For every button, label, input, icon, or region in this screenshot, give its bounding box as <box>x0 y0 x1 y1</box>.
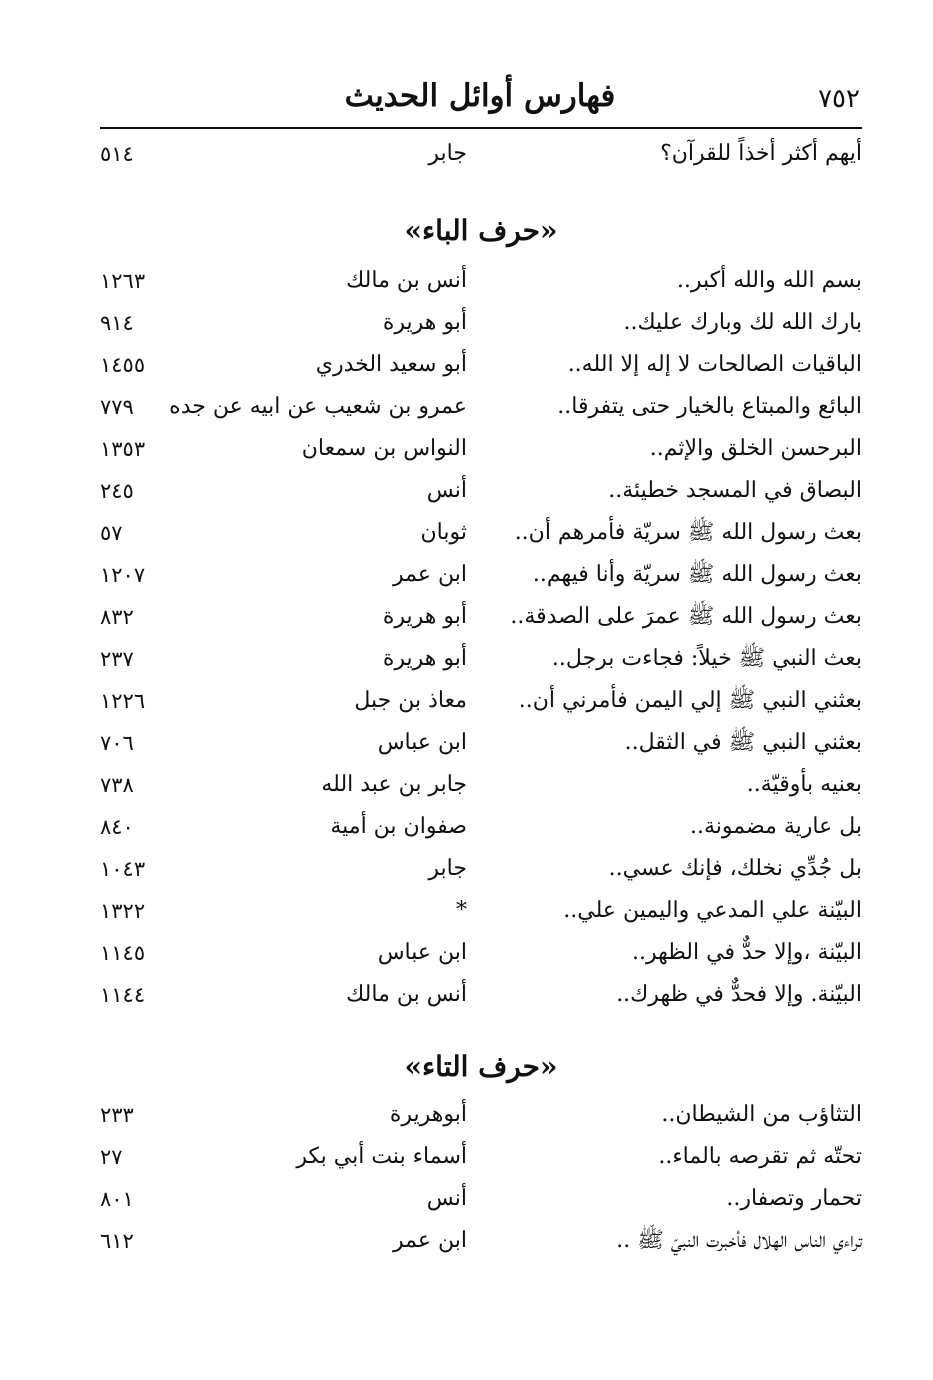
index-entry <box>100 345 862 385</box>
index-entry <box>100 513 862 553</box>
narrator: أنس بن مالك <box>346 982 467 1007</box>
hadith-opening: الباقيات الصالحات لا إله إلا الله.. <box>567 352 862 377</box>
narrator: أبو هريرة <box>382 646 467 671</box>
narrator: ثوبان <box>420 520 467 545</box>
page-number: ٧٥٢ <box>818 84 860 114</box>
narrator: جابر <box>428 141 467 166</box>
index-entry <box>100 471 862 511</box>
hadith-opening: بسم الله والله أكبر.. <box>676 268 862 293</box>
index-entry <box>100 681 862 721</box>
page-header <box>100 74 860 126</box>
hadith-opening: بعنيه بأوقيّة.. <box>746 772 862 797</box>
hadith-opening: بعث رسول الله ﷺ سريّة وأنا فيهم.. <box>532 562 862 587</box>
hadith-number: ٥١٤ <box>100 142 134 166</box>
narrator: ابن عباس <box>377 730 467 755</box>
hadith-number: ٦١٢ <box>100 1229 134 1253</box>
narrator: أنس <box>426 1186 467 1211</box>
narrator: ابن عمر <box>393 562 467 587</box>
hadith-number: ١٢٦٣ <box>100 269 146 293</box>
hadith-opening: البيّنة ،وإلا حدٌّ في الظهر.. <box>631 940 862 965</box>
hadith-number: ٩١٤ <box>100 311 134 335</box>
hadith-opening: البيّنة. وإلا فحدٌّ في ظهرك.. <box>616 982 862 1007</box>
narrator: أبوهريرة <box>389 1102 467 1127</box>
narrator: عمرو بن شعيب عن ابيه عن جده <box>169 394 467 419</box>
hadith-opening: بعثني النبي ﷺ إلي اليمن فأمرني أن.. <box>518 688 862 713</box>
index-entry <box>100 849 862 889</box>
index-entry <box>100 765 862 805</box>
narrator: أبو سعيد الخدري <box>315 352 467 377</box>
index-entry <box>100 1221 862 1261</box>
hadith-number: ٨٤٠ <box>100 815 134 839</box>
hadith-number: ٧٣٨ <box>100 773 134 797</box>
hadith-number: ٥٧ <box>100 521 123 545</box>
hadith-opening: بعث رسول الله ﷺ سريّة فأمرهم أن.. <box>514 520 862 545</box>
hadith-opening: تراءي الناس الهلال فأخبرت النبيّ ﷺ .. <box>616 1228 862 1253</box>
narrator: النواس بن سمعان <box>301 436 467 461</box>
narrator: صفوان بن أمية <box>330 814 467 839</box>
hadith-number: ١١٤٤ <box>100 983 146 1007</box>
hadith-number: ١٢٠٧ <box>100 563 146 587</box>
narrator: معاذ بن جبل <box>354 688 467 713</box>
hadith-number: ١٤٥٥ <box>100 353 146 377</box>
hadith-opening: تحمار وتصفار.. <box>726 1186 862 1211</box>
index-entry <box>100 387 862 427</box>
index-entry <box>100 134 862 174</box>
hadith-number: ٢٧ <box>100 1145 123 1169</box>
hadith-opening: بعث رسول الله ﷺ عمرَ على الصدقة.. <box>510 604 862 629</box>
index-entry <box>100 975 862 1015</box>
hadith-number: ١٣٢٢ <box>100 899 146 923</box>
narrator: جابر <box>428 856 467 881</box>
index-entry <box>100 639 862 679</box>
hadith-opening: بعث النبي ﷺ خيلاً: فجاءت برجل.. <box>551 646 862 671</box>
narrator: * <box>456 898 467 923</box>
index-entry <box>100 1137 862 1177</box>
hadith-opening: بارك الله لك وبارك عليك.. <box>623 310 862 335</box>
section-title-ba: «حرف الباء» <box>404 214 558 247</box>
hadith-number: ٨٣٢ <box>100 605 134 629</box>
index-entry <box>100 555 862 595</box>
hadith-opening: التثاؤب من الشيطان.. <box>661 1102 862 1127</box>
index-entry <box>100 597 862 637</box>
hadith-opening: بل جُدِّي نخلك، فإنك عسي.. <box>608 856 862 881</box>
hadith-number: ٢٣٧ <box>100 647 134 671</box>
narrator: أبو هريرة <box>382 310 467 335</box>
index-entry <box>100 807 862 847</box>
hadith-opening: البائع والمبتاع بالخيار حتى يتفرقا.. <box>557 394 862 419</box>
index-entry <box>100 1179 862 1219</box>
hadith-opening: البصاق في المسجد خطيئة.. <box>608 478 862 503</box>
narrator: أسماء بنت أبي بكر <box>296 1144 467 1169</box>
index-entry <box>100 429 862 469</box>
hadith-number: ٧٠٦ <box>100 731 134 755</box>
running-title: فهارس أوائل الحديث <box>344 78 616 114</box>
hadith-number: ٨٠١ <box>100 1187 134 1211</box>
narrator: ابن عمر <box>393 1228 467 1253</box>
index-entry <box>100 933 862 973</box>
index-entry <box>100 303 862 343</box>
header-rule <box>100 127 862 129</box>
hadith-number: ١٣٥٣ <box>100 437 146 461</box>
index-entry <box>100 1095 862 1135</box>
hadith-number: ٧٧٩ <box>100 395 134 419</box>
narrator: ابن عباس <box>377 940 467 965</box>
narrator: جابر بن عبد الله <box>321 772 467 797</box>
hadith-number: ٢٣٣ <box>100 1103 134 1127</box>
hadith-number: ٢٤٥ <box>100 479 134 503</box>
hadith-opening: بل عارية مضمونة.. <box>690 814 862 839</box>
hadith-opening: أيهم أكثر أخذاً للقرآن؟ <box>660 141 862 166</box>
narrator: أنس <box>426 478 467 503</box>
hadith-number: ١٢٢٦ <box>100 689 146 713</box>
index-entry <box>100 261 862 301</box>
section-title-ta: «حرف التاء» <box>404 1050 558 1083</box>
hadith-opening: البرحسن الخلق والإثم.. <box>649 436 862 461</box>
index-entry <box>100 891 862 931</box>
hadith-number: ١٠٤٣ <box>100 857 146 881</box>
index-entry <box>100 723 862 763</box>
narrator: أنس بن مالك <box>346 268 467 293</box>
narrator: أبو هريرة <box>382 604 467 629</box>
hadith-opening: بعثني النبي ﷺ في الثقل.. <box>624 730 862 755</box>
hadith-opening: تحتّه ثم تقرصه بالماء.. <box>658 1144 862 1169</box>
hadith-opening: البيّنة علي المدعي واليمين علي.. <box>563 898 862 923</box>
hadith-number: ١١٤٥ <box>100 941 146 965</box>
